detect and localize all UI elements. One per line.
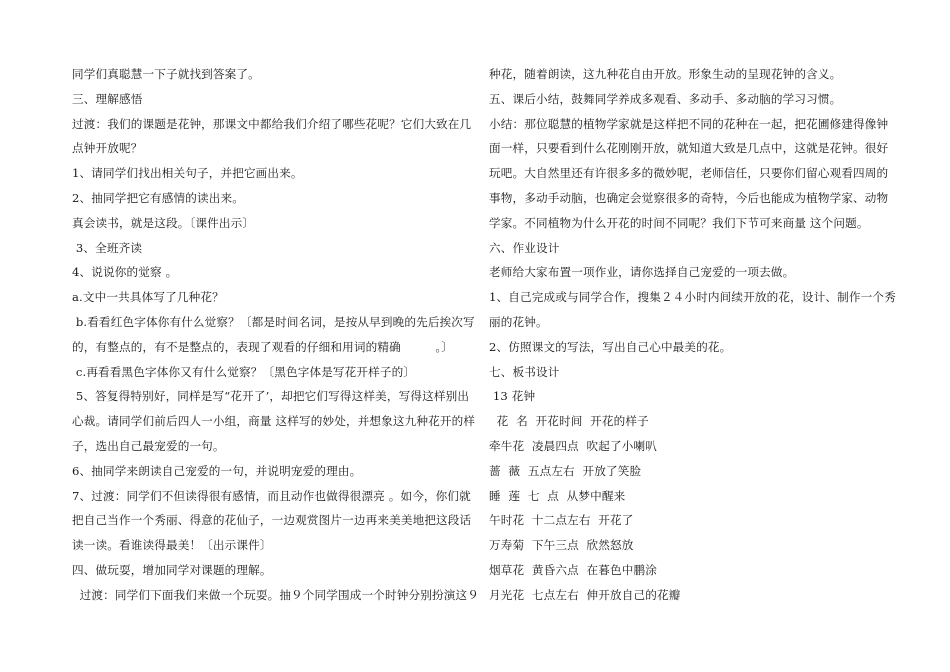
section-heading: 七、板书设计: [489, 364, 560, 379]
text-line: 5、答复得特别好，同样是写“花开了’，却把它们写得这样美，写得这样别出: [72, 389, 470, 404]
text-line: 点钟开放呢？: [72, 141, 143, 156]
section-heading: 三、理解感悟: [72, 91, 143, 106]
text-line: 面一样，只要看到什么花刚刚开放，就知道大致是几点中，这就是花钟。很好: [489, 141, 889, 156]
text-line: 真会读书，就是这段。〔课件出示〕: [72, 215, 255, 230]
board-row: 牵牛花 凌晨四点 吹起了小喇叭: [489, 438, 658, 453]
text-line: 3、全班齐读: [72, 240, 143, 255]
board-row: 烟草花 黄昏六点 在暮色中鹏涂: [489, 562, 658, 577]
text-line: 把自己当作一个秀丽、得意的花仙子，一边观赏图片一边再来美美地把这段话: [72, 513, 472, 528]
text-line: 丽的花钟。: [489, 314, 548, 329]
section-heading: 六、作业设计: [489, 240, 560, 255]
board-row: 蔷 薇 五点左右 开放了笑脸: [489, 463, 642, 478]
text-line: 事物，多动手动脑，也确定会觉察很多的奇特，今后也能成为植物学家、动物: [489, 190, 889, 205]
text-line: 玩吧。大自然里还有许很多多的微妙呢，老师信任，只要你们留心观看四周的: [489, 166, 889, 181]
text-line: 同学们真聪慧一下子就找到答案了。: [72, 67, 260, 81]
text-line: 过渡：我们的课题是花钟，那课文中都给我们介绍了哪些花呢？它们大致在几: [72, 116, 472, 131]
text-line: b.看看红色字体你有什么觉察？〔都是时间名词，是按从早到晚的先后挨次写: [72, 314, 475, 329]
section-heading: 四、做玩耍，增加同学对课题的理解。: [72, 562, 272, 577]
text-line: 子，选出自己最宠爱的一句。: [72, 438, 225, 453]
text-line: 过渡：同学们下面我们来做一个玩耍。抽９个同学围成一个时钟分别扮演这９: [72, 587, 479, 602]
text-line: 2、抽同学把它有感情的读出来。: [72, 190, 244, 205]
text-line: 2、仿照课文的写法，写出自己心中最美的花。: [489, 339, 732, 354]
text-line: a.文中一共具体写了几种花？: [72, 290, 224, 305]
text-line: 1、请同学们找出相关句子，并把它画出来。: [72, 166, 303, 181]
text-line: 学家。不同植物为什么开花的时间不同呢？我们下节可来商量 这个问题。: [489, 215, 869, 230]
text-line: 7、过渡：同学们不但读得很有感情，而且动作也做得很漂亮 。如今，你们就: [72, 488, 471, 503]
board-row: 月光花 七点左右 伸开放自己的花瓣: [489, 587, 681, 602]
board-row: 睡 莲 七 点 从梦中醒来: [489, 488, 626, 503]
board-row: 万寿菊 下午三点 欣然怒放: [489, 538, 634, 553]
left-column: [72, 62, 479, 608]
text-line: 的，有整点的，有不是整点的，表现了观看的仔细和用词的精确 。〕: [72, 339, 454, 354]
text-line: 读一读。看谁读得最美！〔出示课件〕: [72, 538, 272, 553]
text-line: 心裁。请同学们前后四人一小组，商量 这样写的妙处，并想象这九种花开的样: [72, 414, 476, 429]
text-line: 1、自己完成或与同学合作，搜集２４小时内间续开放的花，设计、制作一个秀: [489, 290, 896, 305]
board-title: 13 花钟: [489, 389, 536, 404]
board-row: 午时花 十二点左右 开花了: [489, 513, 634, 528]
text-line: 老师给大家布置一项作业，请你选择自己宠爱的一项去做。: [489, 265, 795, 280]
text-line: 小结：那位聪慧的植物学家就是这样把不同的花种在一起，把花圃修建得像钟: [489, 116, 889, 131]
right-column: [489, 62, 896, 608]
text-line: 种花，随着朗读，这九种花自由开放。形象生动的呈现花钟的含义。: [489, 67, 842, 81]
text-line: 6、抽同学来朗读自己宠爱的一句，并说明宠爱的理由。: [72, 463, 362, 478]
board-header-row: 花 名 开花时间 开花的样子: [489, 414, 649, 429]
text-line: c.再看看黑色字体你又有什么觉察？〔黑色字体是写花开样子的〕: [72, 364, 416, 379]
text-line: 4、说说你的觉察 。: [72, 265, 178, 280]
section-heading: 五、课后小结，鼓舞同学养成多观看、多动手、多动脑的学习习惯。: [489, 91, 842, 106]
